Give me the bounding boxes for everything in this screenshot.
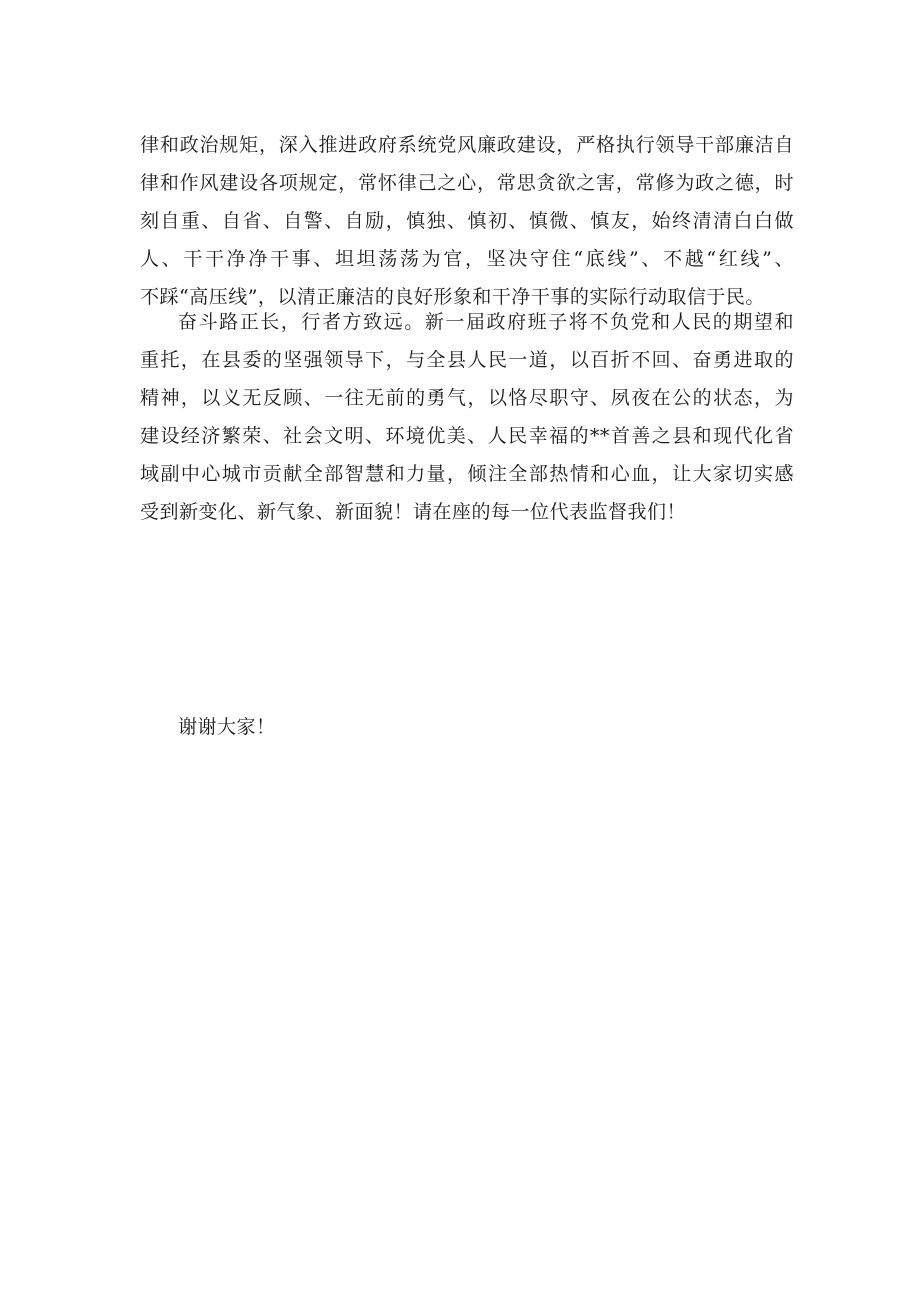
paragraph-line: 精神，以义无反顾、一往无前的勇气，以恪尽职守、夙夜在公的状态，为 (140, 387, 794, 409)
paragraph-integrity (140, 126, 794, 316)
paragraph-line: 人、干干净净干事、坦坦荡荡为官，坚决守住“底线”、不越“红线”、 (140, 248, 794, 270)
paragraph-line: 刻自重、自省、自警、自励，慎独、慎初、慎微、慎友，始终清清白白做 (140, 210, 794, 232)
paragraph-line: 律和政治规矩，深入推进政府系统党风廉政建设，严格执行领导干部廉洁自 (140, 134, 794, 156)
thanks-line: 谢谢大家！ (178, 716, 276, 738)
paragraph-line: 重托，在县委的坚强领导下，与全县人民一道，以百折不回、奋勇进取的 (140, 349, 794, 371)
paragraph-line: 受到新变化、新气象、新面貌！请在座的每一位代表监督我们！ (140, 501, 687, 523)
paragraph-line: 律和作风建设各项规定，常怀律己之心，常思贪欲之害，常修为政之德，时 (140, 172, 794, 194)
paragraph-line: 建设经济繁荣、社会文明、环境优美、人民幸福的**首善之县和现代化省 (140, 425, 794, 447)
paragraph-line: 奋斗路正长，行者方致远。新一届政府班子将不负党和人民的期望和 (178, 311, 794, 333)
paragraph-thanks (140, 708, 794, 746)
paragraph-closing-commitment (140, 303, 794, 531)
paragraph-line: 域副中心城市贡献全部智慧和力量，倾注全部热情和心血，让大家切实感 (140, 463, 794, 485)
paragraph-line: 不踩“高压线”，以清正廉洁的良好形象和干净干事的实际行动取信于民。 (140, 286, 765, 308)
